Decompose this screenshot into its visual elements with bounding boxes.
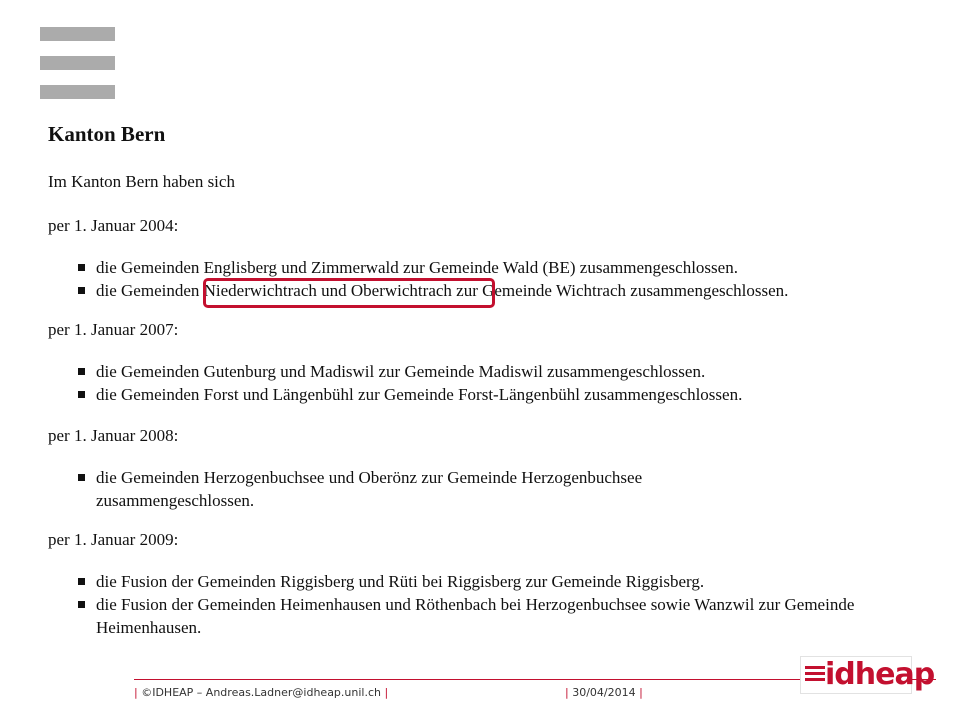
list-item: die Gemeinden Herzogenbuchsee und Oberönz zur Gemeinde Herzogenbuchsee zusammengeschlossen. xyxy=(78,466,718,512)
section-list-2009 xyxy=(78,570,878,639)
bullet-icon xyxy=(78,264,85,271)
section-list-2007 xyxy=(78,360,898,406)
hamburger-bar xyxy=(40,56,115,70)
logo-lines-icon xyxy=(805,666,825,684)
section-heading-2009: per 1. Januar 2009: xyxy=(48,530,179,549)
list-item: die Gemeinden Forst und Längenbühl zur Gemeinde Forst-Längenbühl zusammengeschlossen. xyxy=(78,383,898,406)
bullet-icon xyxy=(78,368,85,375)
list-item: die Gemeinden Gutenburg und Madiswil zur Gemeinde Madiswil zusammengeschlossen. xyxy=(78,360,898,383)
list-item: die Gemeinden Niederwichtrach und Oberwichtrach zur Gemeinde Wichtrach zusammengeschlossen. xyxy=(78,279,898,302)
separator: | xyxy=(565,686,569,699)
hamburger-bar xyxy=(40,85,115,99)
separator: | xyxy=(134,686,138,699)
footer-date-text: 30/04/2014 xyxy=(572,686,636,699)
bullet-icon xyxy=(78,391,85,398)
separator: | xyxy=(639,686,643,699)
list-item: die Fusion der Gemeinden Heimenhausen und Röthenbach bei Herzogenbuchsee sowie Wanzwil zur Gemeinde Heimenhausen. xyxy=(78,593,878,639)
section-heading-2007: per 1. Januar 2007: xyxy=(48,320,179,339)
logo-wordmark: idheap xyxy=(825,657,935,692)
footer-date xyxy=(565,686,643,699)
bullet-icon xyxy=(78,287,85,294)
footer-credit xyxy=(134,686,388,699)
list-item: die Gemeinden Englisberg und Zimmerwald zur Gemeinde Wald (BE) zusammengeschlossen. xyxy=(78,256,898,279)
hamburger-bar xyxy=(40,27,115,41)
separator: | xyxy=(384,686,389,699)
section-heading-2004: per 1. Januar 2004: xyxy=(48,216,179,235)
hamburger-icon xyxy=(40,27,115,99)
footer-credit-text: ©IDHEAP – Andreas.Ladner@idheap.unil.ch xyxy=(141,686,381,699)
bullet-icon xyxy=(78,601,85,608)
bullet-icon xyxy=(78,474,85,481)
section-heading-2008: per 1. Januar 2008: xyxy=(48,426,179,445)
idheap-logo xyxy=(800,656,935,694)
list-item: die Fusion der Gemeinden Riggisberg und Rüti bei Riggisberg zur Gemeinde Riggisberg. xyxy=(78,570,878,593)
highlight-annotation xyxy=(203,278,495,308)
bullet-icon xyxy=(78,578,85,585)
document-body xyxy=(48,122,928,637)
intro-text: Im Kanton Bern haben sich xyxy=(48,172,235,191)
section-list-2008 xyxy=(78,466,718,512)
page-title: Kanton Bern xyxy=(48,122,166,146)
